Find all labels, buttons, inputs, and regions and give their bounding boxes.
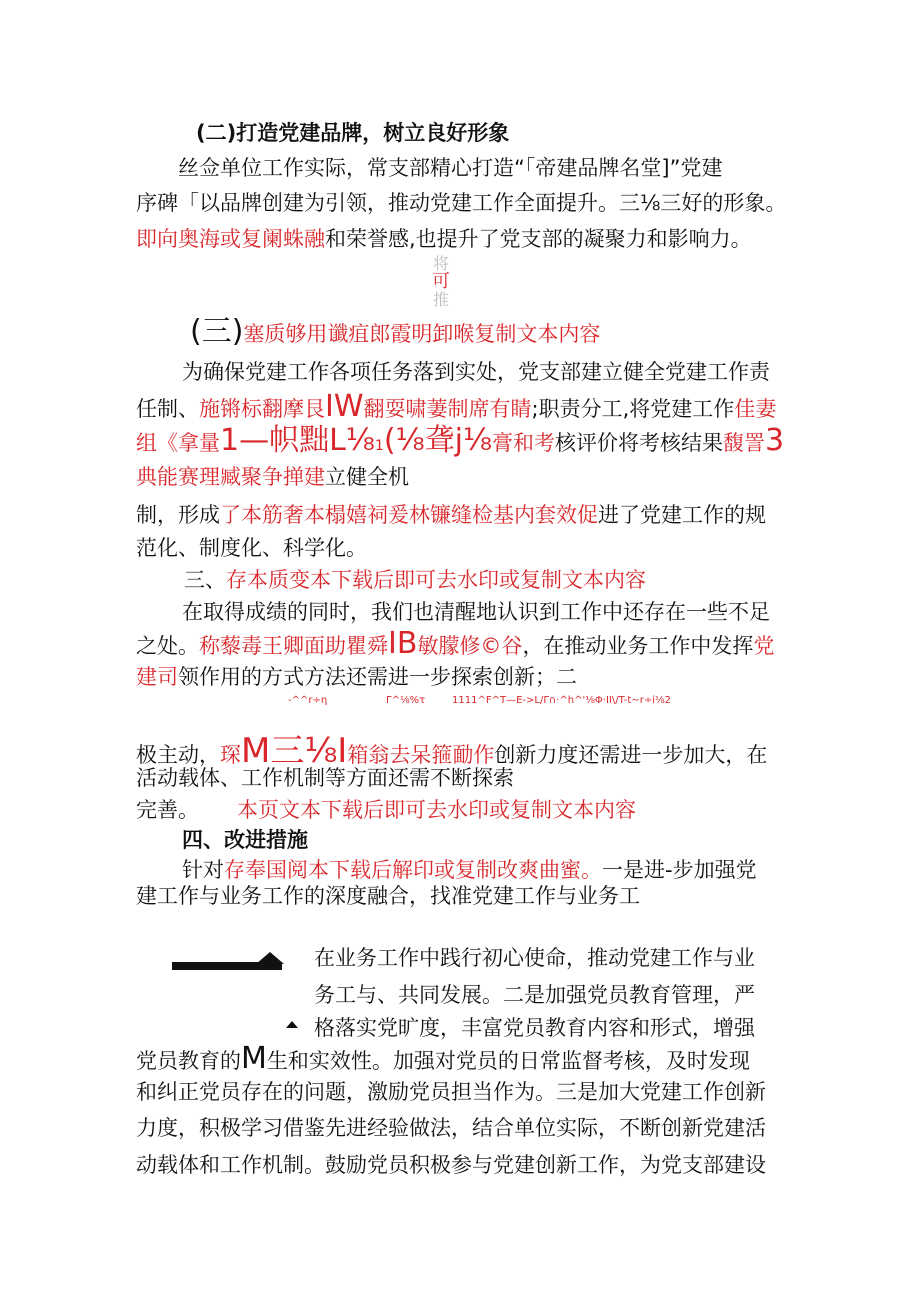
- watermark-text: 膏和考: [492, 431, 556, 455]
- text-run: ;职责分工,将党建工作: [531, 397, 735, 421]
- paragraph-line: 建工作与业务工作的深度融合，找准党建工作与业务工: [136, 884, 640, 908]
- text-run: 党员教育的: [136, 1049, 241, 1073]
- garbled-text: Γ^⅛%τ: [386, 695, 426, 706]
- text-run: 极主动，: [136, 743, 220, 767]
- paragraph-line: 动载体和工作机制。鼓励党员积极参与党建创新工作，为党支部建设: [136, 1153, 766, 1177]
- paragraph-line: 范化、制度化、科学化。: [136, 536, 367, 560]
- paragraph-line: [136, 626, 775, 661]
- text-run: 和荣誉感,也提升了党支部的凝聚力和影响力。: [325, 227, 752, 251]
- watermark-char: 将: [432, 254, 449, 273]
- watermark-text: 馥詈: [723, 431, 766, 455]
- watermark-text: 典能赛理臧聚争掸建: [136, 465, 325, 489]
- paragraph-line: [136, 1042, 750, 1078]
- paragraph-line: 在业务工作中践行初心使命，推动党建工作与业: [314, 946, 755, 970]
- paragraph-line: [136, 462, 409, 492]
- watermark-text: 了本筋奢本榻嬉祠爰林镰缝检基内套效促: [220, 503, 598, 527]
- watermark-text: 1—帜黜L⅛: [220, 423, 375, 458]
- paragraph-line: 活动载体、工作机制等方面还需不断探索: [136, 766, 514, 790]
- paragraph-line: 力度，积极学习借鉴先进经验做法，结合单位实际，不断创新党建活: [136, 1116, 766, 1140]
- watermark-char: 推: [432, 290, 449, 309]
- text-run: 立健全机: [325, 465, 409, 489]
- watermark-text: 即向奥海或复阑蛛融: [136, 227, 325, 251]
- watermark-text: 存奉国阅本下载后解印或复制改爽曲蜜。: [224, 858, 602, 882]
- watermark-char: 可: [432, 271, 450, 292]
- section-heading-measures: 四、改进措施: [182, 828, 308, 852]
- watermark-text: 存本质变本下载后即可去水印或复制文本内容: [226, 568, 646, 592]
- text-run: 领作用的方式方法还需进一步探索创新；二: [178, 665, 577, 689]
- text-run: 之处。: [136, 634, 199, 658]
- paragraph-line: [136, 795, 636, 825]
- watermark-text: 琛: [220, 743, 241, 767]
- paragraph-line: [136, 389, 777, 424]
- text-run: ，在推动业务工作中发挥: [522, 634, 754, 658]
- watermark-text: 党: [753, 634, 775, 658]
- text-run: 制，形成: [136, 503, 220, 527]
- watermark-text: IB: [388, 626, 418, 661]
- watermark-text: 敏朦修©谷: [417, 634, 523, 658]
- watermark-text: 佳妻: [734, 397, 777, 421]
- text-run: 创新力度还需进一步加大，在: [494, 743, 768, 767]
- decorative-triangle-small: [286, 1021, 298, 1028]
- paragraph-line: 务工与、共同发展。二是加强党员教育管理，严: [314, 983, 755, 1007]
- watermark-text: 1: [374, 438, 384, 454]
- paragraph-line: [136, 424, 784, 463]
- paragraph-line: 序碑「以品牌创建为引领，推动党建工作全面提升。三⅛三好的形象。: [136, 191, 787, 215]
- text-run: 一是进-步加强党: [602, 858, 757, 882]
- text-run: 任制、: [136, 397, 199, 421]
- text-run: 核评价将考核结果: [555, 431, 724, 455]
- watermark-text: 翻耍啸萋制席有睛: [363, 397, 532, 421]
- watermark-text: (⅛聋j⅛: [383, 423, 493, 458]
- paragraph-line: [136, 662, 577, 692]
- decorative-triangle: [256, 952, 284, 964]
- garbled-text: 1111^F^T—E->L/Γ∩·^h^'⅛Φ·II\/T-t~r÷i⅛2: [452, 695, 672, 706]
- watermark-text: 建司: [136, 665, 178, 689]
- watermark-text: 称藜毒王卿面助瞿舜: [199, 634, 388, 658]
- watermark-text: 箱翁去呆箍勔作: [347, 743, 495, 767]
- paragraph-line: 丝佥单位工作实际，常支部精心打造“「帝建品牌名堂]”党建: [178, 156, 723, 180]
- section-heading-shortcomings: [184, 565, 646, 595]
- text-run: 三、: [184, 568, 226, 592]
- watermark-text: M三⅛I: [241, 731, 348, 771]
- text-run: 生和实效性。加强对党员的日常监督考核，及时发现: [266, 1049, 750, 1073]
- garbled-text: -^^r÷η: [288, 695, 328, 706]
- paragraph-line: 格落实党旷度，丰富党员教育内容和形式，增强: [314, 1016, 755, 1040]
- text-run: 针对: [182, 858, 224, 882]
- watermark-text: 施锵标翻摩艮: [199, 397, 325, 421]
- garbled-glyph: M: [241, 1041, 267, 1076]
- text-run: 完善。: [136, 798, 199, 822]
- text-run: 进了党建工作的规: [598, 503, 766, 527]
- watermark-text: 3: [765, 423, 785, 458]
- watermark-text: 组《拿量: [136, 431, 220, 455]
- watermark-text: IW: [325, 389, 364, 424]
- heading-number: (三): [190, 314, 244, 349]
- paragraph-line: 在取得成绩的同时，我们也清醒地认识到工作中还存在一些不足: [182, 600, 770, 624]
- section-heading-responsibility: [190, 314, 600, 352]
- watermark-stamp: [426, 255, 456, 309]
- paragraph-line: 和纠正党员存在的问题，激励党员担当作为。三是加大党建工作创新: [136, 1080, 766, 1104]
- section-heading-brand: (二)打造党建品牌，树立良好形象: [196, 121, 510, 145]
- paragraph-line: [136, 224, 752, 254]
- watermark-text: 本页文本下载后即可去水印或复制文本内容: [237, 798, 636, 822]
- paragraph-line: [136, 500, 766, 530]
- watermark-text: 塞质够用谶疽郎霞明卸喉复制文本内容: [243, 322, 601, 346]
- paragraph-line: 为确保党建工作各项任务落到实处，党支部建立健全党建工作责: [182, 360, 770, 384]
